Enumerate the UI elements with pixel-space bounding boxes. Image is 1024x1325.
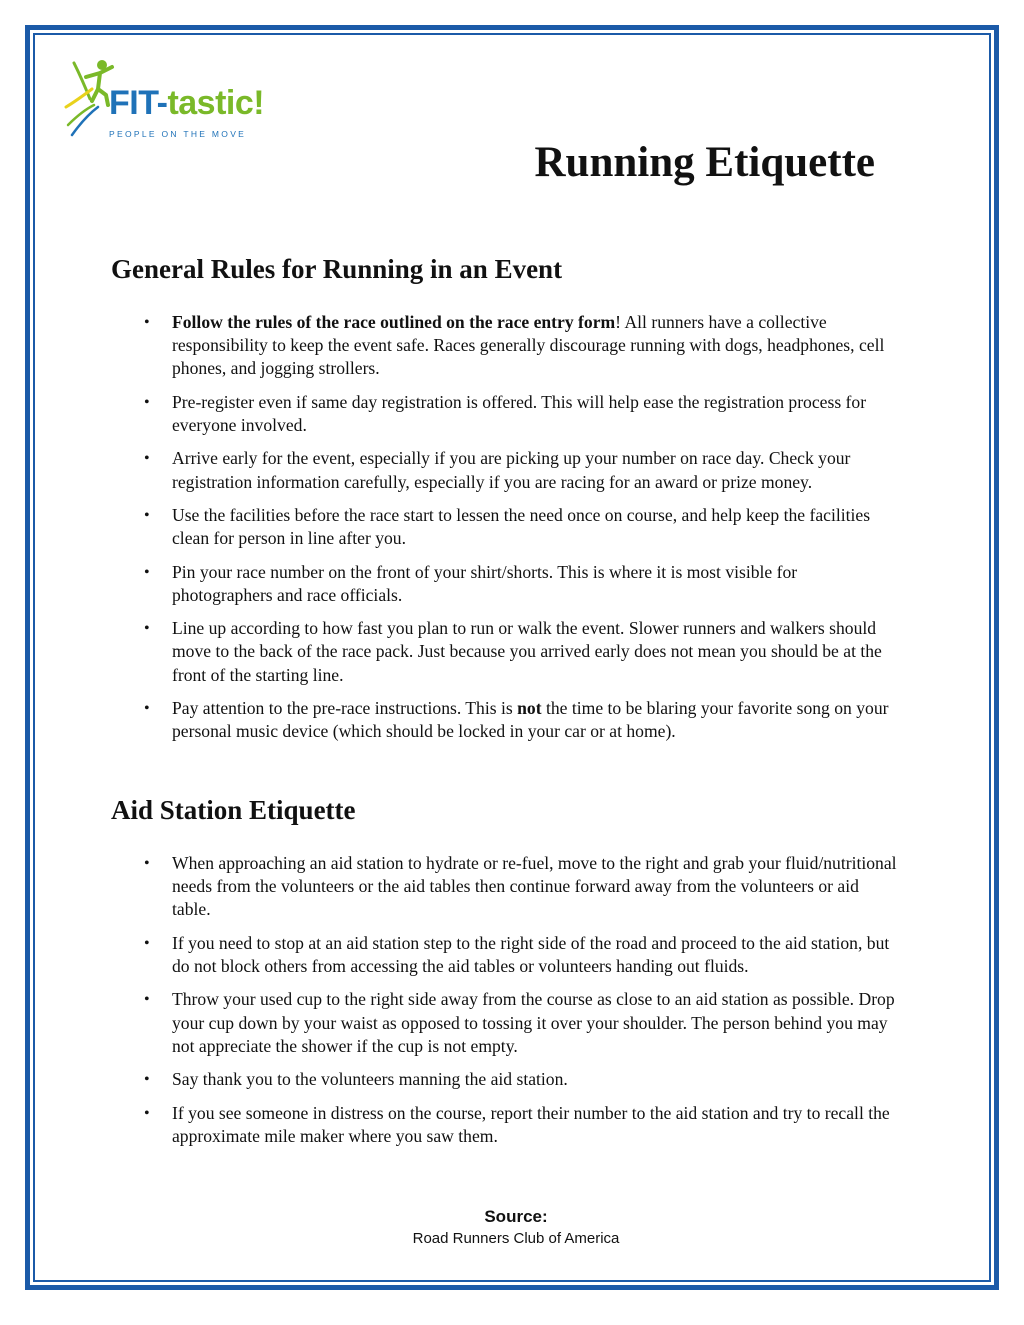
page-title: Running Etiquette: [534, 139, 875, 186]
bullet-icon: •: [144, 450, 150, 468]
list-item-text: Say thank you to the volunteers manning the aid station.: [172, 1069, 568, 1090]
list-item: [144, 391, 900, 437]
bullet-icon: •: [144, 393, 150, 411]
logo-brand-part1: FIT-: [109, 84, 168, 122]
source-label: Source:: [484, 1207, 548, 1226]
list-item-text: Pin your race number on the front of your shirt/shorts. This is where it is most visible for photographers and race officials.: [172, 561, 798, 605]
bullet-icon: •: [144, 506, 150, 524]
list-item-text: Pre-register even if same day registration is offered. This will help ease the registration process for everyone involved.: [172, 391, 867, 435]
logo-wordmark: [109, 86, 264, 120]
list-item-text: ! All runners have a collective responsibility to keep the event safe. Races generally discourage running with dogs, headphones, cell phones, and jogging strollers.: [172, 312, 885, 379]
bullet-icon: •: [144, 1104, 150, 1122]
bullet-icon: •: [144, 620, 150, 638]
list-item: [144, 617, 900, 687]
list-item: [144, 852, 900, 922]
section-heading-general-rules: General Rules for Running in an Event: [111, 254, 563, 284]
bullet-icon: •: [144, 934, 150, 952]
aid-station-list: [144, 852, 900, 1158]
list-item-text: When approaching an aid station to hydrate or re-fuel, move to the right and grab your fluid/nutritional needs from the volunteers or the aid tables then continue forward away from the volunteers or aid table.: [172, 853, 897, 920]
list-item-bold: Follow the rules of the race outlined on the race entry form: [172, 312, 616, 332]
list-item-text: Use the facilities before the race start to lessen the need once on course, and help keep the facilities clean for person in line after you.: [172, 504, 871, 549]
list-item: [144, 504, 900, 550]
list-item: [144, 1068, 900, 1091]
list-item-text: Line up according to how fast you plan to run or walk the event. Slower runners and walkers should move to the back of the race pack. Just because you arrived early does not mean you should be at the front of the starting line.: [172, 618, 882, 685]
list-item: [144, 561, 900, 607]
bullet-icon: •: [144, 991, 150, 1009]
bullet-icon: •: [144, 1071, 150, 1089]
bullet-icon: •: [144, 563, 150, 581]
general-rules-list: [144, 311, 900, 754]
bullet-icon: •: [144, 314, 150, 331]
list-item-text: Pay attention to the pre-race instructions. This is: [172, 697, 518, 718]
list-item: [144, 1102, 900, 1148]
list-item: [144, 311, 900, 381]
list-item-text: Arrive early for the event, especially if you are picking up your number on race day. Check your registration information carefully, especially if you are racing for an award or prize money.: [172, 448, 851, 492]
list-item-text: If you see someone in distress on the course, report their number to the aid station and try to recall the approximate mile maker where you saw them.: [172, 1102, 890, 1146]
list-item-text: Throw your used cup to the right side away from the course as close to an aid station as possible. Drop your cup down by your waist as opposed to tossing it over your shoulder. The person behind you may not appreciate the shower if the cup is not empty.: [172, 989, 895, 1056]
list-item: [144, 988, 900, 1058]
list-item: [144, 447, 900, 493]
logo-tagline: PEOPLE ON THE MOVE: [109, 129, 247, 139]
bullet-icon: •: [144, 855, 150, 872]
bullet-icon: •: [144, 699, 150, 717]
list-item: [144, 697, 900, 743]
list-item: [144, 932, 900, 978]
source-value: Road Runners Club of America: [412, 1230, 620, 1247]
list-item-bold: not: [517, 697, 542, 718]
fit-tastic-logo: [62, 55, 277, 140]
list-item-text-after: the time to be blaring your favorite song on your personal music device (which should be locked in your car or at home).: [172, 697, 889, 742]
logo-brand-part2: tastic!: [167, 84, 265, 122]
list-item-text: If you need to stop at an aid station step to the right side of the road and proceed to the aid station, but do not block others from accessing the aid tables or volunteers handing out fluids.: [172, 932, 890, 976]
section-heading-aid-station: Aid Station Etiquette: [111, 795, 356, 825]
